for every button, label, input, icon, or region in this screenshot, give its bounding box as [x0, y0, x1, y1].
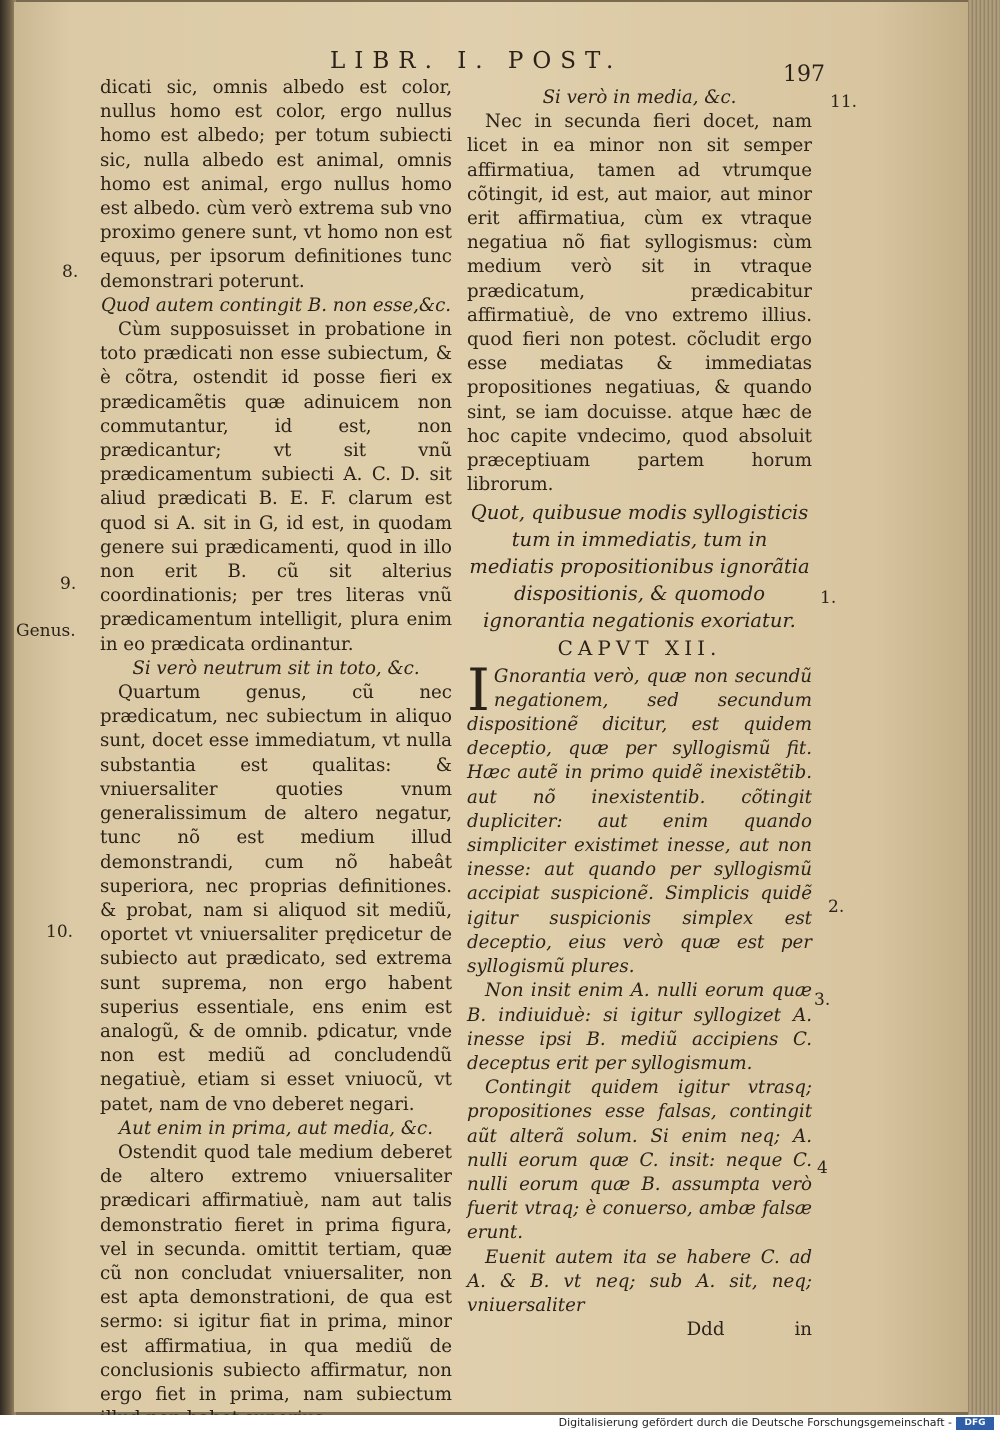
chapter-title: Quot, quibusue modis syllogisticis tum in immediatis, tum in mediatis propositionibus ignorãtia dispositionis, & quomodo ignorantia negationis exoriatur. [469, 501, 810, 633]
lemma-heading: Si verò in media, &c. [542, 87, 737, 108]
paragraph: Quartum genus, cũ nec prædicatum, nec subiectum in aliquo sunt, docet esse immediatum, vt nulla substantia est qualitas: & vniuersaliter quoties vnum generalissimum de altero negatur, tunc nõ est medium illud demonstrandi, cum nõ habeât superiora, nec proprias definitiones. & probat, nam si aliquod sit mediũ, oportet vt vniuersaliter prędicetur de subiecto aut prædicato, sed extrema sunt suprema, non ergo habent superius essentiale, ens enim est analogũ, & de omnib. ꝑdicatur, vnde non est mediũ ad concludendũ negatiuè, etiam si esset vniuocũ, vt patet, nam de vno deberet negari. [100, 682, 452, 1115]
chapter-label: CAPVT XII. [557, 636, 722, 661]
running-title: LIBR. I. POST. [330, 48, 623, 74]
margin-note-9: 9. [60, 574, 77, 594]
drop-cap: I [467, 655, 490, 724]
catchword: in [794, 1319, 812, 1341]
page-edges [968, 0, 1000, 1415]
paragraph: dicati sic, omnis albedo est color, nullus homo est color, ergo nullus homo est albedo; per totum subiecti sic, nulla albedo est animal, omnis homo est animal, ergo nullus homo est albedo. cùm verò extrema sub vno proximo genere sunt, vt homo non est equus, per ipsorum definitiones tunc demonstrari poterunt. [100, 77, 452, 292]
catch-line [467, 1318, 812, 1342]
lemma-heading: Si verò neutrum sit in toto, &c. [132, 657, 420, 679]
margin-note-8: 8. [62, 262, 79, 282]
dfg-logo: DFG [956, 1417, 994, 1430]
margin-note-10: 10. [46, 922, 74, 942]
page-number: 197 [783, 62, 825, 87]
aristotle-text: Non insit enim A. nulli eorum quæ B. indiuiduè: si igitur syllogizet A. inesse ipsi B. mediũ accipiens C. deceptus erit per syllogismum. [467, 980, 812, 1074]
left-column [100, 76, 452, 1431]
paragraph: Ostendit quod tale medium deberet de altero extremo vniuersaliter prædicari affirmatiuè, nam aut talis demonstratio fieret in prima figura, vel in secunda. omittit tertiam, quæ cũ non concludat vniuersaliter, non est apta demonstrationi, de qua est sermo: si igitur fiat in prima, minor est affirmatiua, in qua mediũ de conclusionis subiecto affirmatur, non ergo fiet in prima, nam subiectum [100, 1141, 452, 1405]
margin-note-1: 1. [820, 588, 837, 608]
paragraph: Nec in secunda fieri docet, nam licet in ea minor non sit semper affirmatiua, tamen ad vtrumque cõtingit, id est, aut maior, aut minor erit affirmatiua, cùm ex vtraque negatiua nõ fiat syllogismus: cùm medium verò sit in vtraque prædicatum, prædicabitur affirmatiuè, de vno extremo illius. quod fieri non potest. cõcludit ergo esse mediatas & immediatas propositiones negatiuas, & quando sint, se iam docuisse. atque hæc de hoc capite vndecimo, quod absoluit præceptiuam partem horum librorum. [467, 111, 812, 496]
margin-note-3: 3. [814, 990, 831, 1010]
footer-bar [0, 1415, 1000, 1432]
funding-credit: Digitalisierung gefördert durch die Deutsche Forschungsgemeinschaft - [558, 1416, 952, 1429]
paragraph: Cùm supposuisset in probatione in toto prædicati non esse subiectum, & è cõtra, ostendit id posse fieri ex prædicamẽtis quæ adinuicem non commutantur, id est, non prædicantur; vt sit vnũ prædicamentum subiecti A. C. D. sit aliud prædicati B. E. F. clarum est quod si A. sit in G, id est, in quodam genere sui prædicamenti, quod in illo non erit B. cũ sit alterius coordinationis; per tres literas vnũ prædicamentum intelligit, plura enim in eo prædicata ordinantur. [100, 319, 452, 655]
lemma-heading: Aut enim in prima, aut media, &c. [118, 1117, 434, 1139]
aristotle-text-body: Gnorantia verò, quæ non secundũ negationem, sed secundum dispositionẽ dicitur, est quidem deceptio, quæ per syllogismũ fit. Hæc autẽ in primo quidẽ inexistẽtib. aut nõ inexistentib. cõtingit dupliciter: aut enim quando simpliciter existimet inesse, aut non inesse: aut quando per syllogismũ accipiat suspicionẽ. Simplicis quidẽ igitur suspicionis simplex est deceptio, eius verò quæ est per syllogismũ plures. [467, 665, 812, 978]
margin-note-2: 2. [828, 897, 845, 917]
margin-note-4: 4 [817, 1158, 828, 1178]
signature-mark: Ddd [686, 1319, 725, 1341]
aristotle-text: Contingit quidem igitur vtrasq; propositiones esse falsas, contingit aũt alterã solum. Si enim neq; A. nulli eorum quæ C. insit: neque C. nulli eorum quæ B. assumpta verò fuerit vtraq; è conuerso, ambæ falsæ erunt. [467, 1077, 812, 1244]
aristotle-text: Euenit autem ita se habere C. ad A. & B. vt neq; sub A. sit, neq; vniuersaliter [467, 1246, 812, 1316]
margin-note-genus: Genus. [16, 621, 76, 641]
right-column [467, 86, 812, 1342]
margin-note-11: 11. [830, 92, 858, 112]
lemma-heading: Quod autem contingit B. non esse,&c. [100, 294, 452, 316]
aristotle-text [467, 655, 812, 980]
